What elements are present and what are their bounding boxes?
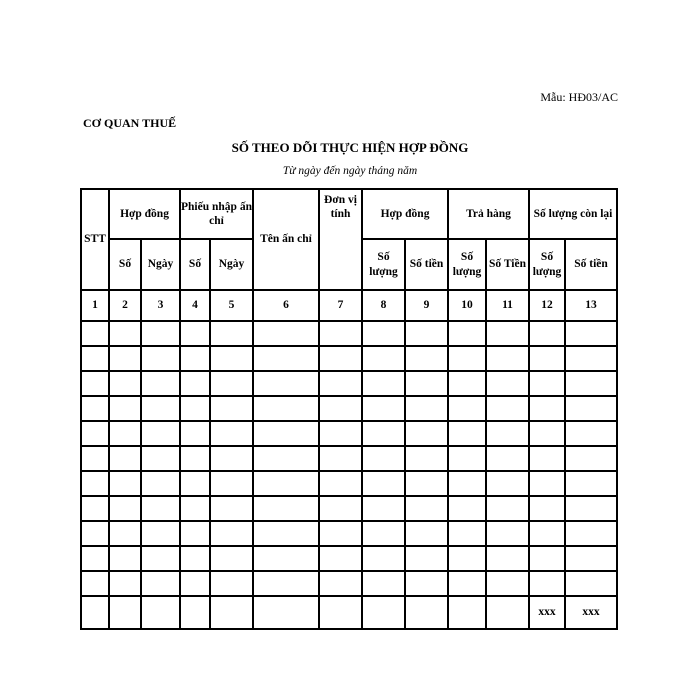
- table-cell: [81, 321, 109, 346]
- table-cell: [405, 471, 448, 496]
- table-cell: [405, 396, 448, 421]
- column-number: 3: [141, 290, 180, 321]
- table-cell: [253, 521, 319, 546]
- table-cell: [362, 546, 405, 571]
- table-cell: [565, 396, 617, 421]
- table-cell: [486, 346, 529, 371]
- table-cell: [486, 471, 529, 496]
- table-cell: [405, 571, 448, 596]
- table-cell: [109, 446, 141, 471]
- table-cell: [210, 421, 253, 446]
- table-cell: [405, 521, 448, 546]
- table-cell: [448, 521, 486, 546]
- column-number: 12: [529, 290, 565, 321]
- table-cell: [448, 346, 486, 371]
- table-cell: [210, 471, 253, 496]
- table-cell: [319, 421, 362, 446]
- column-number: 5: [210, 290, 253, 321]
- table-cell: [210, 371, 253, 396]
- subheader-c2: Số: [109, 239, 141, 290]
- final-cell: [253, 596, 319, 629]
- table-cell: [448, 496, 486, 521]
- table-cell: [319, 571, 362, 596]
- subheader-c12: Số lượng: [529, 239, 565, 290]
- header-item-name: Tên ấn chỉ: [253, 189, 319, 290]
- table-row: [81, 371, 617, 396]
- table-cell: [81, 521, 109, 546]
- column-number: 10: [448, 290, 486, 321]
- table-cell: [253, 446, 319, 471]
- table-cell: [319, 521, 362, 546]
- date-range: Từ ngày đến ngày tháng năm: [282, 165, 418, 177]
- table-row: [81, 496, 617, 521]
- header-contract-2: Hợp đồng: [362, 189, 448, 239]
- table-cell: [180, 346, 210, 371]
- column-number: 11: [486, 290, 529, 321]
- table-row: [81, 321, 617, 346]
- table-cell: [253, 396, 319, 421]
- agency-name: CƠ QUAN THUẾ: [83, 116, 177, 130]
- header-row-1: [81, 189, 617, 239]
- table-cell: [448, 396, 486, 421]
- table-cell: [141, 371, 180, 396]
- subheader-c8: Số lượng: [362, 239, 405, 290]
- subheader-c9: Số tiền: [405, 239, 448, 290]
- table-cell: [253, 571, 319, 596]
- table-cell: [448, 421, 486, 446]
- header-contract: Hợp đồng: [109, 189, 180, 239]
- table-cell: [253, 471, 319, 496]
- table-cell: [405, 496, 448, 521]
- table-cell: [565, 496, 617, 521]
- table-cell: [319, 321, 362, 346]
- table-cell: [319, 496, 362, 521]
- table-cell: [141, 521, 180, 546]
- table-cell: [180, 371, 210, 396]
- table-cell: [362, 496, 405, 521]
- final-cell: [319, 596, 362, 629]
- table-cell: [565, 571, 617, 596]
- header-remaining: Số lượng còn lại: [529, 189, 617, 239]
- table-row: [81, 546, 617, 571]
- table-cell: [405, 346, 448, 371]
- table-cell: [81, 446, 109, 471]
- table-cell: [565, 546, 617, 571]
- table-cell: [253, 346, 319, 371]
- header-stt: STT: [81, 189, 109, 290]
- table-cell: [486, 521, 529, 546]
- table-cell: [448, 371, 486, 396]
- column-number: 8: [362, 290, 405, 321]
- header-receipt: Phiếu nhập ấn chỉ: [180, 189, 253, 239]
- subheader-c11: Số Tiền: [486, 239, 529, 290]
- final-placeholder-amount: xxx: [565, 596, 617, 629]
- table-cell: [180, 396, 210, 421]
- table-cell: [253, 421, 319, 446]
- column-number: 1: [81, 290, 109, 321]
- table-cell: [529, 546, 565, 571]
- header-return: Trả hàng: [448, 189, 529, 239]
- table-cell: [109, 571, 141, 596]
- table-cell: [81, 546, 109, 571]
- table-row: [81, 571, 617, 596]
- table-cell: [362, 571, 405, 596]
- table-cell: [253, 371, 319, 396]
- table-cell: [319, 346, 362, 371]
- table-cell: [529, 321, 565, 346]
- table-cell: [253, 496, 319, 521]
- table-cell: [319, 396, 362, 421]
- table-cell: [486, 571, 529, 596]
- table-cell: [210, 546, 253, 571]
- table-cell: [405, 321, 448, 346]
- table-cell: [565, 321, 617, 346]
- table-cell: [141, 471, 180, 496]
- table-cell: [210, 321, 253, 346]
- document-title: SỐ THEO DÕI THỰC HIỆN HỢP ĐỒNG: [231, 140, 469, 155]
- table-cell: [486, 396, 529, 421]
- table-cell: [362, 521, 405, 546]
- table-cell: [486, 371, 529, 396]
- table-cell: [448, 446, 486, 471]
- table-cell: [81, 496, 109, 521]
- table-cell: [448, 471, 486, 496]
- table-cell: [529, 446, 565, 471]
- table-cell: [486, 546, 529, 571]
- table-cell: [319, 546, 362, 571]
- column-number-row: [81, 290, 617, 321]
- table-cell: [529, 396, 565, 421]
- table-cell: [362, 421, 405, 446]
- table-row: [81, 471, 617, 496]
- table-cell: [253, 321, 319, 346]
- table-cell: [180, 521, 210, 546]
- table-cell: [362, 371, 405, 396]
- table-cell: [529, 471, 565, 496]
- table-cell: [486, 496, 529, 521]
- table-cell: [141, 321, 180, 346]
- table-cell: [565, 346, 617, 371]
- table-cell: [486, 446, 529, 471]
- table-cell: [180, 446, 210, 471]
- table-cell: [486, 321, 529, 346]
- table-cell: [529, 521, 565, 546]
- table-cell: [253, 546, 319, 571]
- table-cell: [448, 546, 486, 571]
- column-number: 13: [565, 290, 617, 321]
- table-cell: [109, 471, 141, 496]
- table-cell: [210, 571, 253, 596]
- table-cell: [180, 571, 210, 596]
- table-cell: [362, 321, 405, 346]
- table-cell: [319, 446, 362, 471]
- table-cell: [448, 321, 486, 346]
- table-cell: [362, 446, 405, 471]
- table-cell: [141, 496, 180, 521]
- final-cell: [486, 596, 529, 629]
- table-cell: [141, 571, 180, 596]
- table-cell: [565, 521, 617, 546]
- table-cell: [81, 421, 109, 446]
- table-cell: [210, 396, 253, 421]
- table-cell: [405, 371, 448, 396]
- final-cell: [141, 596, 180, 629]
- table-cell: [81, 571, 109, 596]
- table-cell: [141, 446, 180, 471]
- contract-ledger-table: [80, 188, 618, 630]
- table-cell: [180, 471, 210, 496]
- table-cell: [362, 396, 405, 421]
- table-cell: [109, 321, 141, 346]
- table-cell: [319, 371, 362, 396]
- table-cell: [109, 371, 141, 396]
- final-placeholder-qty: xxx: [529, 596, 565, 629]
- subheader-c13: Số tiền: [565, 239, 617, 290]
- table-row: [81, 421, 617, 446]
- table-cell: [180, 421, 210, 446]
- table-cell: [81, 346, 109, 371]
- subheader-c10: Số lượng: [448, 239, 486, 290]
- table-cell: [141, 346, 180, 371]
- table-cell: [109, 521, 141, 546]
- table-cell: [529, 371, 565, 396]
- final-cell: [405, 596, 448, 629]
- table-cell: [565, 371, 617, 396]
- subheader-c3: Ngày: [141, 239, 180, 290]
- table-cell: [180, 546, 210, 571]
- final-row: [81, 596, 617, 629]
- table-cell: [405, 446, 448, 471]
- table-cell: [109, 396, 141, 421]
- subheader-c4: Số: [180, 239, 210, 290]
- form-code: Mẫu: HĐ03/AC: [540, 90, 618, 104]
- final-cell: [362, 596, 405, 629]
- column-number: 4: [180, 290, 210, 321]
- table-cell: [486, 421, 529, 446]
- table-cell: [565, 471, 617, 496]
- table-cell: [405, 421, 448, 446]
- column-number: 2: [109, 290, 141, 321]
- table-cell: [405, 546, 448, 571]
- final-cell: [448, 596, 486, 629]
- table-cell: [109, 421, 141, 446]
- table-cell: [141, 396, 180, 421]
- table-cell: [141, 546, 180, 571]
- column-number: 6: [253, 290, 319, 321]
- table-cell: [362, 471, 405, 496]
- column-number: 9: [405, 290, 448, 321]
- table-cell: [448, 571, 486, 596]
- table-row: [81, 396, 617, 421]
- table-cell: [210, 346, 253, 371]
- table-cell: [565, 446, 617, 471]
- table-cell: [529, 571, 565, 596]
- table-row: [81, 346, 617, 371]
- table-cell: [210, 521, 253, 546]
- table-cell: [109, 546, 141, 571]
- table-row: [81, 521, 617, 546]
- final-cell: [81, 596, 109, 629]
- subheader-c5: Ngày: [210, 239, 253, 290]
- final-cell: [210, 596, 253, 629]
- table-cell: [565, 421, 617, 446]
- table-cell: [180, 321, 210, 346]
- final-cell: [109, 596, 141, 629]
- table-cell: [81, 396, 109, 421]
- table-cell: [319, 471, 362, 496]
- table-cell: [109, 346, 141, 371]
- table-cell: [529, 346, 565, 371]
- table-cell: [210, 496, 253, 521]
- final-cell: [180, 596, 210, 629]
- header-unit: Đơn vị tính: [319, 189, 362, 290]
- table-row: [81, 446, 617, 471]
- table-cell: [529, 421, 565, 446]
- table-cell: [81, 471, 109, 496]
- table-cell: [362, 346, 405, 371]
- table-cell: [81, 371, 109, 396]
- column-number: 7: [319, 290, 362, 321]
- table-cell: [180, 496, 210, 521]
- table-cell: [529, 496, 565, 521]
- table-cell: [109, 496, 141, 521]
- table-cell: [141, 421, 180, 446]
- table-cell: [210, 446, 253, 471]
